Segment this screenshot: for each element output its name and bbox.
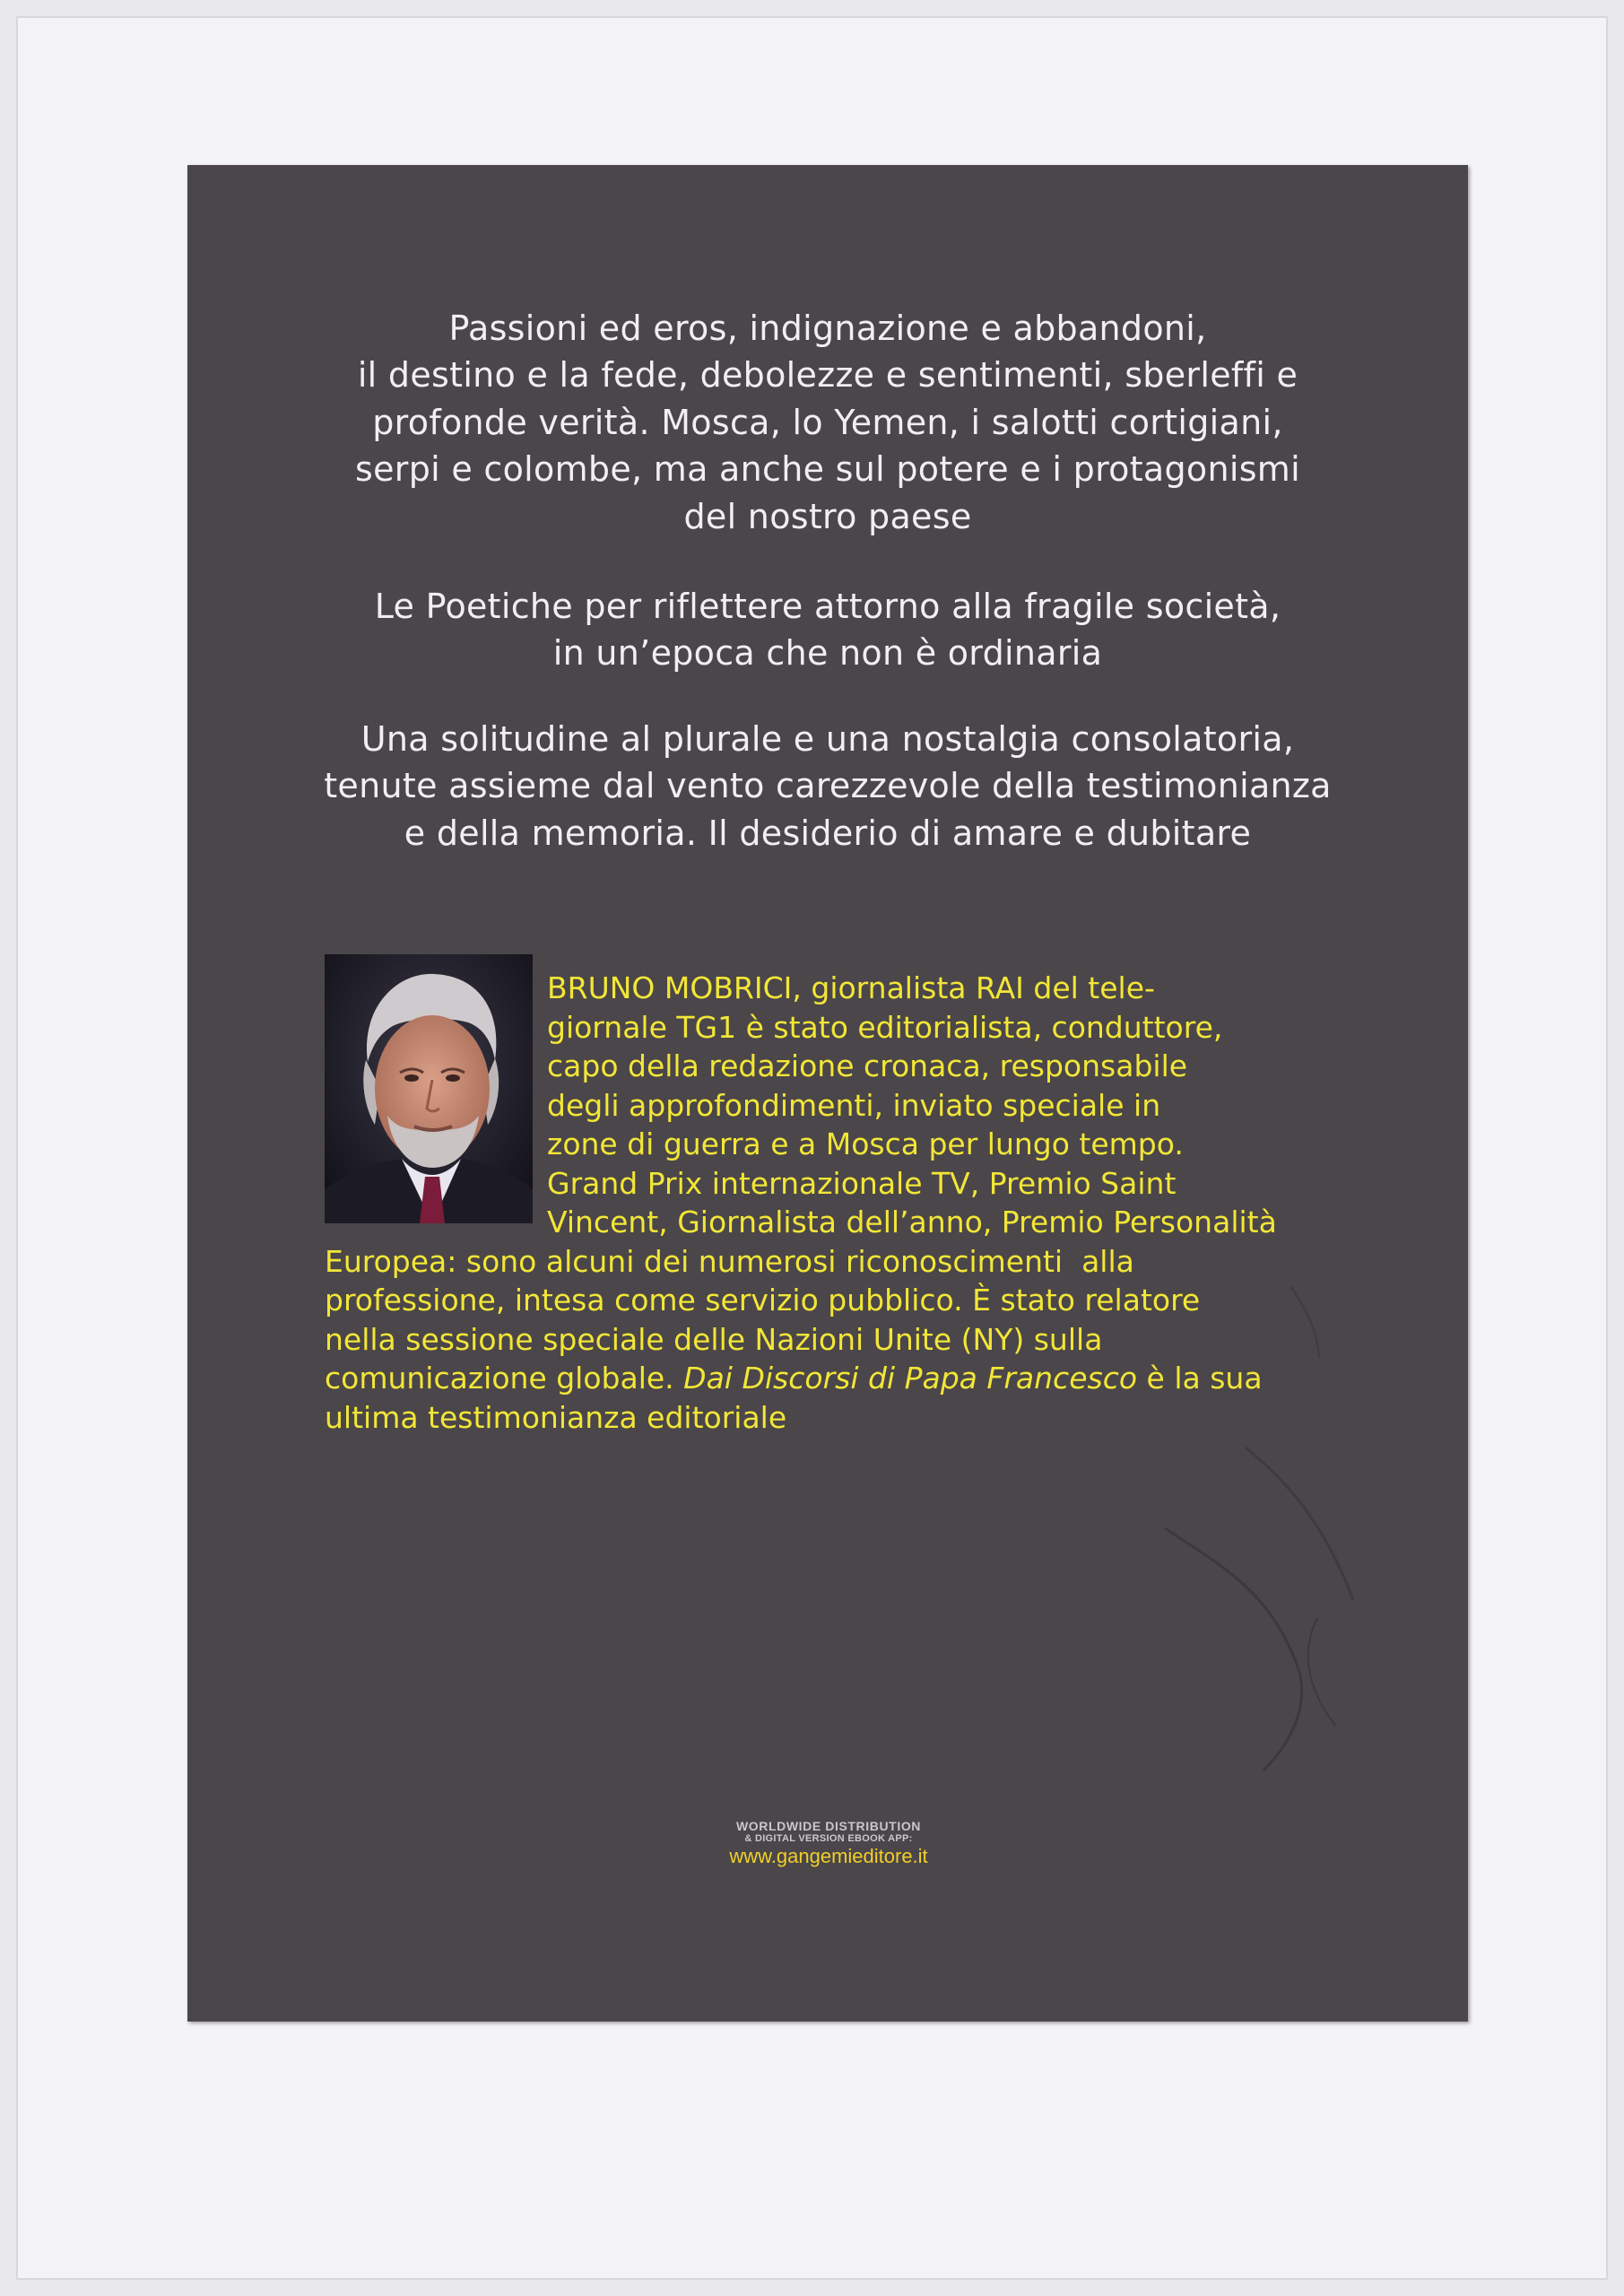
bio-text: professione, intesa come servizio pubblico. È stato relatore (325, 1283, 1201, 1318)
bio-text: capo della redazione cronaca, responsabile (547, 1048, 1188, 1084)
bio-text: Grand Prix internazionale TV, Premio Saint (547, 1165, 1177, 1201)
blurb-line: in un’epoca che non è ordinaria (552, 633, 1103, 674)
blurb-line: Una solitudine al plurale e una nostalgia consolatoria, (360, 719, 1295, 759)
blurb-line: profonde verità. Mosca, lo Yemen, i salotti cortigiani, (372, 402, 1283, 442)
photo-background (16, 16, 1608, 2280)
blurb-line: serpi e colombe, ma anche sul potere e i protagonismi (355, 449, 1300, 490)
blurb-line: del nostro paese (683, 496, 972, 536)
bio-text: nella sessione speciale delle Nazioni Unite (NY) sulla (325, 1321, 1103, 1357)
bio-text: Vincent, Giornalista dell’anno, Premio Personalità (547, 1205, 1277, 1240)
cover-scratch-marks (187, 165, 1468, 2022)
blurb-line: il destino e la fede, debolezze e sentimenti, sberleffi e (357, 355, 1298, 396)
digital-version-label: & DIGITAL VERSION EBOOK APP: (744, 1833, 913, 1844)
publisher-website: www.gangemieditore.it (729, 1845, 928, 1867)
bio-text: è la sua (1146, 1361, 1263, 1396)
bio-text: degli approfondimenti, inviato speciale in (547, 1087, 1161, 1123)
blurb-line: Le Poetiche per riflettere attorno alla fragile società, (374, 587, 1281, 626)
distribution-label: WORLDWIDE DISTRIBUTION (735, 1819, 922, 1833)
blurb-line: tenute assieme dal vento carezzevole della testimonianza (324, 766, 1332, 806)
book-title: Dai Discorsi di Papa Francesco (683, 1361, 1138, 1396)
bio-text: Europea: sono alcuni dei numerosi riconoscimenti alla (325, 1243, 1134, 1279)
blurb-line: Passioni ed eros, indignazione e abbandoni, (448, 309, 1207, 348)
bio-text: ultima testimonianza editoriale (325, 1400, 787, 1436)
bio-text: zone di guerra e a Mosca per lungo tempo. (547, 1126, 1184, 1162)
book-back-cover (187, 165, 1468, 2022)
bio-text: giornale TG1 è stato editorialista, conduttore, (547, 1009, 1223, 1045)
bio-text: comunicazione globale. (325, 1361, 674, 1396)
blurb-line: e della memoria. Il desiderio di amare e dubitare (404, 813, 1252, 853)
bio-text: BRUNO MOBRICI, giornalista RAI del tele- (547, 970, 1155, 1005)
